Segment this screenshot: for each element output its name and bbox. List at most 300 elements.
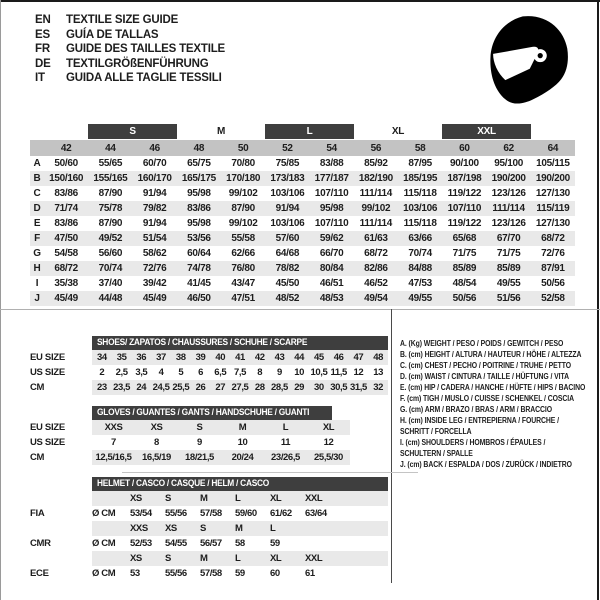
legend-line: A. (Kg) WEIGHT / PESO / POIDS / GEWITCH / PESO: [400, 338, 564, 348]
measurement-cell: 111/114: [359, 218, 393, 229]
measurement-cell: 85/89: [452, 263, 477, 274]
helmet-cell: 57/58: [200, 508, 222, 519]
helmet-row-values: [92, 506, 388, 521]
legend-item: [400, 459, 585, 470]
gloves-cell: 12,5/16,5: [95, 452, 132, 463]
measurement-cell: 49/54: [364, 293, 388, 304]
legend-line: D. (cm) WAIST / CINTURA / TAILLE / HÜFTUNG / VITA: [400, 371, 569, 381]
legend-item: [400, 360, 585, 371]
size-column-header: 44: [105, 142, 116, 154]
legend-line: SCHRITT / FORCELLA: [400, 426, 472, 436]
shoes-section-title-text: SHOES/ ZAPATOS / CHAUSSURES / SCHUHE / SCARPE: [97, 337, 308, 348]
helmet-cell: XS: [130, 553, 142, 564]
shoes-cell: 37: [156, 352, 166, 363]
size-number-header-row: [30, 140, 575, 156]
helmet-row-label: FIA: [30, 508, 45, 519]
measurement-cell: 70/74: [98, 263, 123, 274]
shoes-cell: 2: [99, 367, 105, 378]
size-column-header: 42: [60, 142, 72, 154]
shoes-cell: 4: [158, 367, 164, 378]
horizontal-divider: [0, 309, 600, 310]
measurement-row: [30, 186, 575, 201]
measurement-cell: 107/110: [447, 203, 482, 214]
shoes-cell: 42: [254, 352, 265, 363]
language-title: TEXTILGRÖßENFÜHRUNG: [66, 57, 209, 70]
measurement-cell: 72/76: [541, 248, 565, 259]
helmet-cell: 57/58: [200, 568, 222, 579]
measurement-cell: 95/98: [187, 218, 211, 229]
helmet-cell: XXL: [305, 493, 323, 504]
measurement-cell: 119/122: [447, 218, 482, 229]
measurement-cell: 95/100: [494, 158, 524, 169]
measurement-cell: 58/62: [142, 248, 167, 259]
measurement-cell: 50/56: [452, 293, 477, 304]
measurement-cell: 67/70: [496, 233, 521, 244]
shoes-cell: 45: [314, 352, 324, 363]
size-column-header: 52: [282, 142, 293, 154]
measurement-row-label: I: [35, 278, 39, 289]
measurement-row: [30, 156, 575, 171]
measurement-cell: 90/100: [449, 158, 479, 169]
measurement-row: [30, 201, 575, 216]
measurement-cell: 47/53: [408, 278, 432, 289]
measurement-cell: 47/51: [231, 293, 255, 304]
legend-item: [400, 437, 585, 459]
language-row: [35, 13, 225, 28]
shoes-cell: 13: [373, 367, 384, 378]
language-row: [35, 71, 225, 86]
gloves-cell: 12: [323, 437, 334, 448]
measurement-legend: [400, 338, 585, 470]
measurement-cell: 83/86: [54, 218, 78, 229]
shoes-cell: 10,5: [310, 367, 328, 378]
measurement-row: [30, 246, 575, 261]
measurement-cell: 41/45: [187, 278, 211, 289]
frame-border-right: [597, 0, 599, 600]
shoes-cell: 2,5: [115, 367, 128, 378]
shoes-cell: 26: [195, 382, 206, 393]
helmet-cell: XS: [130, 493, 142, 504]
measurement-cell: 60/70: [142, 158, 167, 169]
gloves-cell: 11: [280, 437, 291, 448]
measurement-cell: 63/66: [408, 233, 432, 244]
measurement-cell: 70/74: [408, 248, 432, 259]
helmet-cell: XL: [270, 553, 282, 564]
measurement-row-label: D: [33, 203, 41, 214]
measurement-cell: 123/126: [491, 218, 526, 229]
helmet-cell: 59: [235, 568, 245, 579]
measurement-cell: 150/160: [49, 173, 84, 184]
measurement-cell: 76/80: [231, 263, 255, 274]
size-column-header: 58: [414, 142, 426, 154]
measurement-row: [30, 216, 575, 231]
shoes-cell: 41: [235, 352, 245, 363]
measurement-cell: 59/62: [319, 233, 344, 244]
measurement-cell: 91/94: [275, 203, 300, 214]
helmet-cell: M: [200, 493, 208, 504]
measurement-cell: 72/76: [142, 263, 167, 274]
measurement-cell: 99/102: [361, 203, 391, 214]
gloves-cell: XXS: [104, 422, 123, 433]
gloves-cell: 18/21,5: [185, 452, 214, 463]
gloves-row: [30, 450, 388, 465]
measurement-cell: 46/51: [319, 278, 344, 289]
language-row: [35, 28, 225, 43]
gloves-cell: XL: [322, 422, 335, 433]
helmet-cell: 53: [130, 568, 140, 579]
legend-line: F. (cm) TIGH / MUSLO / CUISSE / SCHENKEL / COSCIA: [400, 393, 574, 403]
size-column-header: 60: [459, 142, 470, 154]
shoes-cell: 27: [215, 382, 226, 393]
shoes-cell: 10: [294, 367, 305, 378]
helmet-unit-cell: Ø CM: [92, 508, 116, 519]
size-column-header: 64: [547, 142, 559, 154]
helmet-cell: 59: [270, 538, 280, 549]
measurement-cell: 187/198: [447, 173, 482, 184]
gloves-section-title: [92, 406, 332, 420]
measurement-cell: 91/94: [142, 188, 167, 199]
helmet-cell: 55/56: [165, 568, 187, 579]
measurement-cell: 83/86: [187, 203, 211, 214]
shoes-cell: 27,5: [231, 382, 249, 393]
measurement-cell: 119/122: [447, 188, 482, 199]
helmet-row: [30, 551, 388, 566]
gloves-cell: 20/24: [231, 452, 254, 463]
measurement-cell: 87/95: [408, 158, 432, 169]
measurement-cell: 91/94: [142, 218, 167, 229]
language-code: FR: [35, 43, 50, 56]
size-column-header: 50: [237, 142, 249, 154]
language-code: ES: [35, 28, 50, 41]
measurement-cell: 105/115: [536, 158, 570, 169]
measurement-cell: 48/52: [275, 293, 300, 304]
legend-item: [400, 371, 585, 382]
measurement-cell: 115/118: [403, 188, 437, 199]
language-row: [35, 42, 225, 57]
measurement-cell: 68/72: [54, 263, 78, 274]
size-column-header: 54: [326, 142, 337, 154]
language-title: TEXTILE SIZE GUIDE: [66, 14, 179, 26]
measurement-cell: 68/72: [364, 248, 388, 259]
shoes-cell: 8: [257, 367, 263, 378]
gloves-cell: 8: [154, 437, 159, 448]
measurement-cell: 177/187: [314, 173, 349, 184]
measurement-cell: 190/200: [491, 173, 526, 184]
measurement-cell: 160/170: [137, 173, 172, 184]
helmet-cell: M: [235, 523, 243, 534]
measurement-cell: 79/82: [142, 203, 167, 214]
shoes-cell: 43: [274, 352, 285, 363]
helmet-cell: 55/56: [165, 508, 187, 519]
helmet-cell: 61: [305, 568, 315, 579]
helmet-section-title-text: HELMET / CASCO / CASQUE / HELM / CASCO: [97, 478, 270, 489]
gloves-cell: 7: [111, 437, 116, 448]
measurement-cell: 127/130: [535, 218, 570, 229]
helmet-row-label: [30, 491, 92, 506]
shoes-cell: 28,5: [271, 382, 288, 393]
shoes-cell: 28: [254, 382, 265, 393]
helmet-row-values: [92, 521, 388, 536]
gloves-row-label: EU SIZE: [30, 422, 65, 433]
measurement-row: [30, 171, 575, 186]
measurement-cell: 127/130: [535, 188, 570, 199]
size-band-l: L: [265, 124, 354, 139]
gloves-row: [30, 435, 388, 450]
measurement-cell: 84/88: [408, 263, 432, 274]
legend-item: [400, 404, 585, 415]
measurement-cell: 56/60: [98, 248, 123, 259]
helmet-row-values: [92, 566, 388, 581]
language-code: EN: [35, 14, 51, 26]
language-title: GUIDA ALLE TAGLIE TESSILI: [66, 72, 222, 85]
measurement-cell: 82/86: [364, 263, 388, 274]
measurement-row-label: G: [33, 248, 41, 259]
shoes-cell: 44: [294, 352, 305, 363]
measurement-cell: 45/49: [54, 293, 78, 304]
measurement-cell: 78/82: [275, 263, 300, 274]
helmet-section-title: [92, 477, 388, 491]
measurement-row-label: B: [33, 173, 41, 184]
language-code: IT: [35, 72, 45, 85]
measurement-cell: 71/75: [452, 248, 477, 259]
helmet-cell: 52/53: [130, 538, 152, 549]
measurement-row-label: H: [33, 263, 41, 274]
legend-line: SCHULTERN / SPALLE: [400, 448, 473, 458]
gloves-cell: 23/26,5: [271, 452, 300, 463]
shoes-cell: 35: [116, 352, 127, 363]
measurement-row: [30, 276, 575, 291]
measurement-row-label: J: [34, 293, 40, 304]
measurement-cell: 53/56: [187, 233, 211, 244]
legend-line: H. (cm) INSIDE LEG / ENTREPIERNA / FOURCHE /: [400, 415, 559, 425]
helmet-row: [30, 536, 388, 551]
legend-line: G. (cm) ARM / BRAZO / BRAS / ARM / BRACCIO: [400, 404, 552, 414]
helmet-row-label: CMR: [30, 538, 51, 549]
gloves-row: [30, 420, 388, 435]
helmet-row-values: [92, 536, 388, 551]
measurement-cell: 50/60: [54, 158, 78, 169]
shoes-cell: 25,5: [172, 382, 190, 393]
gloves-cell: 25,5/30: [314, 452, 343, 463]
measurement-cell: 87/90: [98, 188, 123, 199]
helmet-cell: S: [200, 523, 206, 534]
measurement-row: [30, 231, 575, 246]
helmet-cell: XXL: [305, 553, 323, 564]
helmet-row-label: ECE: [30, 568, 49, 579]
gloves-row-values: [92, 420, 350, 435]
language-title-list: [35, 13, 225, 86]
measurement-cell: 60/64: [187, 248, 211, 259]
gloves-cell: 16,5/19: [142, 452, 171, 463]
measurement-cell: 95/98: [187, 188, 211, 199]
measurement-cell: 49/52: [98, 233, 123, 244]
textile-size-table: [30, 124, 575, 306]
gloves-row-values: [92, 435, 350, 450]
measurement-cell: 83/86: [54, 188, 78, 199]
helmet-cell: S: [165, 493, 171, 504]
measurement-cell: 85/92: [364, 158, 388, 169]
measurement-cell: 68/72: [541, 233, 565, 244]
measurement-cell: 190/200: [535, 173, 570, 184]
frame-border-top: [0, 0, 600, 2]
shoes-cell: 39: [195, 352, 206, 363]
measurement-cell: 71/74: [54, 203, 78, 214]
legend-line: J. (cm) BACK / ESPALDA / DOS / ZURÜCK / INDIETRO: [400, 459, 572, 469]
language-row: [35, 57, 225, 72]
gloves-row-label: US SIZE: [30, 437, 65, 448]
legend-line: B. (cm) HEIGHT / ALTURA / HAUTEUR / HÖHE / ALTEZZA: [400, 349, 582, 359]
helmet-row-values: [92, 491, 388, 506]
measurement-cell: 99/102: [228, 218, 258, 229]
helmet-cell: M: [200, 553, 208, 564]
measurement-cell: 54/58: [54, 248, 78, 259]
shoes-cell: 7,5: [233, 367, 246, 378]
shoes-cell: 24,5: [152, 382, 170, 393]
measurement-cell: 74/78: [187, 263, 211, 274]
shoes-cell: 6: [198, 367, 203, 378]
language-title: GUÍA DE TALLAS: [66, 28, 159, 41]
shoes-cell: 23,5: [113, 382, 131, 393]
measurement-cell: 66/70: [319, 248, 344, 259]
measurement-cell: 103/106: [270, 188, 305, 199]
measurement-row: [30, 291, 575, 306]
gloves-section: [30, 406, 388, 465]
gloves-row-values: [92, 450, 350, 465]
measurement-cell: 103/106: [270, 218, 305, 229]
legend-item: [400, 382, 585, 393]
measurement-cell: 87/90: [98, 218, 123, 229]
measurement-cell: 182/190: [358, 173, 393, 184]
size-band-xl: XL: [391, 126, 405, 137]
helmet-row: [30, 506, 388, 521]
gloves-section-title-text: GLOVES / GUANTES / GANTS / HANDSCHUHE / GUANTI: [97, 407, 310, 418]
measurement-cell: 71/75: [496, 248, 521, 259]
measurement-cell: 55/58: [231, 233, 255, 244]
gloves-row-label: CM: [30, 452, 45, 463]
measurement-cell: 46/50: [187, 293, 211, 304]
gloves-cell: XS: [150, 422, 163, 433]
shoes-cell: 3,5: [135, 367, 148, 378]
legend-line: E. (cm) HIP / CADERA / HANCHE / HÜFTE / HIPS / BACINO: [400, 382, 586, 392]
measurement-cell: 65/75: [187, 158, 211, 169]
measurement-cell: 70/80: [231, 158, 255, 169]
shoes-section-title: [92, 336, 388, 350]
shoes-cell: 38: [175, 352, 186, 363]
helmet-cell: 53/54: [130, 508, 152, 519]
shoes-row-label: CM: [30, 382, 45, 393]
shoes-cell: 46: [333, 352, 344, 363]
measurement-cell: 43/47: [231, 278, 255, 289]
shoes-cell: 36: [136, 352, 147, 363]
legend-item: [400, 338, 585, 349]
shoes-row-label: EU SIZE: [30, 352, 65, 363]
helmet-cell: XL: [270, 493, 282, 504]
gloves-cell: 9: [197, 437, 202, 448]
shoes-cell: 32: [373, 382, 384, 393]
shoes-cell: 48: [373, 352, 384, 363]
helmet-cell: 59/60: [235, 508, 257, 519]
measurement-cell: 123/126: [491, 188, 526, 199]
shoes-cell: 31,5: [349, 382, 367, 393]
measurement-cell: 165/175: [181, 173, 216, 184]
measurement-cell: 46/52: [364, 278, 388, 289]
shoes-row-values: [92, 350, 388, 365]
shoes-cell: 24: [136, 382, 147, 393]
gloves-cell: M: [238, 422, 247, 433]
size-band-s: S: [88, 124, 177, 139]
helmet-row-values: [92, 551, 388, 566]
measurement-cell: 62/66: [231, 248, 255, 259]
vertical-divider: [391, 309, 392, 583]
shoes-row-values: [92, 380, 388, 395]
measurement-cell: 115/118: [403, 218, 437, 229]
legend-item: [400, 415, 585, 437]
measurement-row-label: F: [34, 233, 40, 244]
shoes-cell: 47: [353, 352, 364, 363]
measurement-cell: 48/54: [452, 278, 477, 289]
measurement-cell: 37/40: [98, 278, 123, 289]
language-code: DE: [35, 57, 51, 70]
measurement-cell: 57/60: [275, 233, 300, 244]
measurement-cell: 107/110: [314, 188, 349, 199]
shoes-cell: 30,5: [330, 382, 348, 393]
size-column-header: 46: [149, 142, 160, 154]
measurement-row-label: E: [33, 218, 41, 229]
size-band-xxl: XXL: [442, 124, 531, 139]
size-column-header: 62: [503, 142, 514, 154]
measurement-rows: [30, 156, 575, 306]
helmet-cell: 58: [235, 538, 245, 549]
helmet-row-label: [30, 551, 92, 566]
helmet-section-divider: [122, 472, 418, 473]
measurement-cell: 87/91: [541, 263, 565, 274]
measurement-cell: 35/38: [54, 278, 78, 289]
gloves-cell: L: [282, 422, 289, 433]
helmet-unit-cell: Ø CM: [92, 538, 116, 549]
measurement-cell: 87/90: [231, 203, 255, 214]
measurement-cell: 95/98: [319, 203, 344, 214]
measurement-cell: 64/68: [275, 248, 300, 259]
shoes-cell: 23: [96, 382, 107, 393]
size-column-header: 56: [370, 142, 382, 154]
helmet-icon: [484, 12, 572, 108]
shoes-cell: 11,5: [330, 367, 347, 378]
measurement-row-label: C: [33, 188, 41, 199]
measurement-cell: 173/183: [270, 173, 305, 184]
helmet-cell: 60: [270, 568, 280, 579]
measurement-cell: 52/58: [541, 293, 565, 304]
measurement-cell: 80/84: [319, 263, 344, 274]
helmet-row: [30, 491, 388, 506]
shoes-cell: 12: [353, 367, 364, 378]
helmet-cell: XXS: [130, 523, 148, 534]
measurement-cell: 65/68: [452, 233, 477, 244]
helmet-row-label: [30, 521, 92, 536]
helmet-row: [30, 566, 388, 581]
measurement-row: [30, 261, 575, 276]
measurement-cell: 45/49: [142, 293, 167, 304]
measurement-cell: 75/78: [98, 203, 123, 214]
shoes-row: [30, 350, 388, 365]
helmet-cell: XS: [165, 523, 177, 534]
measurement-cell: 185/195: [403, 173, 438, 184]
measurement-cell: 103/106: [403, 203, 438, 214]
legend-line: C. (cm) CHEST / PECHO / POITRINE / TRUHE / PETTO: [400, 360, 571, 370]
helmet-cell: S: [165, 553, 171, 564]
helmet-unit-cell: Ø CM: [92, 568, 116, 579]
measurement-cell: 48/53: [319, 293, 344, 304]
size-band-m: M: [216, 126, 226, 137]
